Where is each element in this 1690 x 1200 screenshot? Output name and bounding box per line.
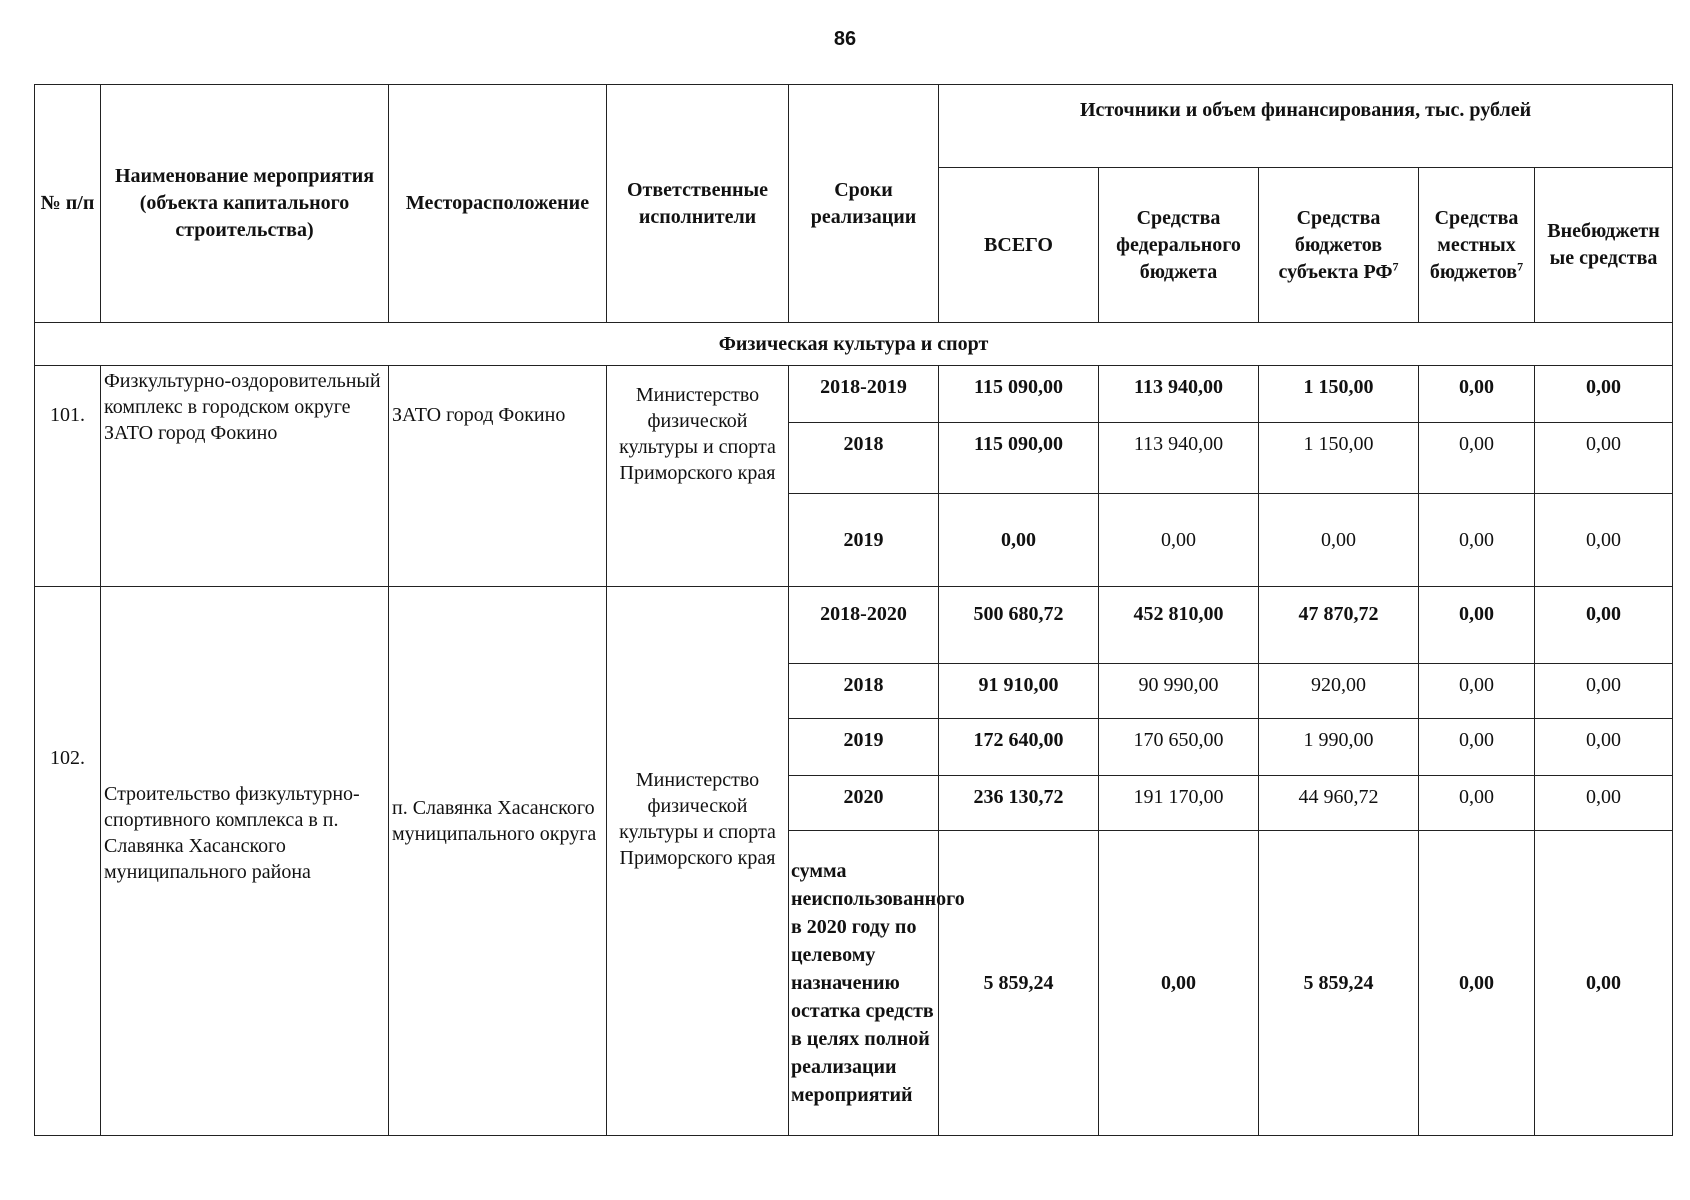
header-extra: Внебюджетн ые средства — [1535, 168, 1673, 323]
federal-cell: 113 940,00 — [1099, 366, 1259, 423]
period-cell: 2018-2020 — [789, 587, 939, 664]
federal-cell: 113 940,00 — [1099, 423, 1259, 494]
total-cell: 236 130,72 — [939, 776, 1099, 831]
period-cell: 2018-2019 — [789, 366, 939, 423]
extra-cell: 0,00 — [1535, 587, 1673, 664]
item-responsible: Министерство физической культуры и спорта Приморского края — [607, 366, 789, 587]
extra-cell: 0,00 — [1535, 664, 1673, 719]
table-row — [35, 366, 1673, 423]
total-cell: 172 640,00 — [939, 719, 1099, 776]
local-cell: 0,00 — [1419, 494, 1535, 587]
section-title: Физическая культура и спорт — [35, 323, 1673, 366]
header-responsible: Ответственные исполнители — [607, 85, 789, 323]
subject-cell: 47 870,72 — [1259, 587, 1419, 664]
local-cell: 0,00 — [1419, 366, 1535, 423]
extra-cell: 0,00 — [1535, 366, 1673, 423]
item-number: 102. — [35, 587, 101, 1136]
period-cell: 2019 — [789, 494, 939, 587]
header-location: Месторасположение — [389, 85, 607, 323]
section-row — [35, 323, 1673, 366]
total-cell: 5 859,24 — [939, 831, 1099, 1136]
table-row — [35, 587, 1673, 664]
header-total: ВСЕГО — [939, 168, 1099, 323]
period-cell: 2018 — [789, 423, 939, 494]
header-sources: Источники и объем финансирования, тыс. рублей — [939, 85, 1673, 168]
header-num: № п/п — [35, 85, 101, 323]
extra-cell: 0,00 — [1535, 494, 1673, 587]
subject-cell: 920,00 — [1259, 664, 1419, 719]
period-note-cell: сумма неиспользованного в 2020 году по целевому назначению остатка средств в целях полной реализации мероприятий — [789, 831, 939, 1136]
period-cell: 2020 — [789, 776, 939, 831]
local-cell: 0,00 — [1419, 587, 1535, 664]
federal-cell: 90 990,00 — [1099, 664, 1259, 719]
local-cell: 0,00 — [1419, 776, 1535, 831]
item-name: Физкультурно-оздоровительный комплекс в городском округе ЗАТО город Фокино — [101, 366, 389, 587]
subject-cell: 44 960,72 — [1259, 776, 1419, 831]
federal-cell: 0,00 — [1099, 494, 1259, 587]
item-responsible: Министерство физической культуры и спорта Приморского края — [607, 587, 789, 1136]
federal-cell: 0,00 — [1099, 831, 1259, 1136]
local-cell: 0,00 — [1419, 664, 1535, 719]
period-cell: 2019 — [789, 719, 939, 776]
header-subject: Средства бюджетов субъекта $РФ^7$ — [1259, 168, 1419, 323]
local-cell: 0,00 — [1419, 423, 1535, 494]
item-number: 101. — [35, 366, 101, 587]
subject-cell: 0,00 — [1259, 494, 1419, 587]
subject-cell: 5 859,24 — [1259, 831, 1419, 1136]
subject-cell: 1 150,00 — [1259, 366, 1419, 423]
header-period: Сроки реализации — [789, 85, 939, 323]
page-number: 86 — [833, 28, 857, 50]
local-cell: 0,00 — [1419, 831, 1535, 1136]
item-location: п. Славянка Хасанского муниципального округа — [389, 587, 607, 1136]
item-location: ЗАТО город Фокино — [389, 366, 607, 587]
extra-cell: 0,00 — [1535, 831, 1673, 1136]
federal-cell: 191 170,00 — [1099, 776, 1259, 831]
local-cell: 0,00 — [1419, 719, 1535, 776]
federal-cell: 452 810,00 — [1099, 587, 1259, 664]
financing-table — [34, 84, 1673, 1136]
subject-cell: 1 990,00 — [1259, 719, 1419, 776]
total-cell: 500 680,72 — [939, 587, 1099, 664]
total-cell: 0,00 — [939, 494, 1099, 587]
federal-cell: 170 650,00 — [1099, 719, 1259, 776]
header-local: Средства местных бюджетов$^7$ — [1419, 168, 1535, 323]
header-row-1 — [35, 85, 1673, 168]
total-cell: 115 090,00 — [939, 366, 1099, 423]
extra-cell: 0,00 — [1535, 719, 1673, 776]
subject-cell: 1 150,00 — [1259, 423, 1419, 494]
period-cell: 2018 — [789, 664, 939, 719]
extra-cell: 0,00 — [1535, 776, 1673, 831]
header-federal: Средства федерального бюджета — [1099, 168, 1259, 323]
total-cell: 115 090,00 — [939, 423, 1099, 494]
total-cell: 91 910,00 — [939, 664, 1099, 719]
extra-cell: 0,00 — [1535, 423, 1673, 494]
item-name: Строительство физкультурно-спортивного комплекса в п. Славянка Хасанского муниципального района — [101, 587, 389, 1136]
header-name: Наименование мероприятия (объекта капитального строительства) — [101, 85, 389, 323]
